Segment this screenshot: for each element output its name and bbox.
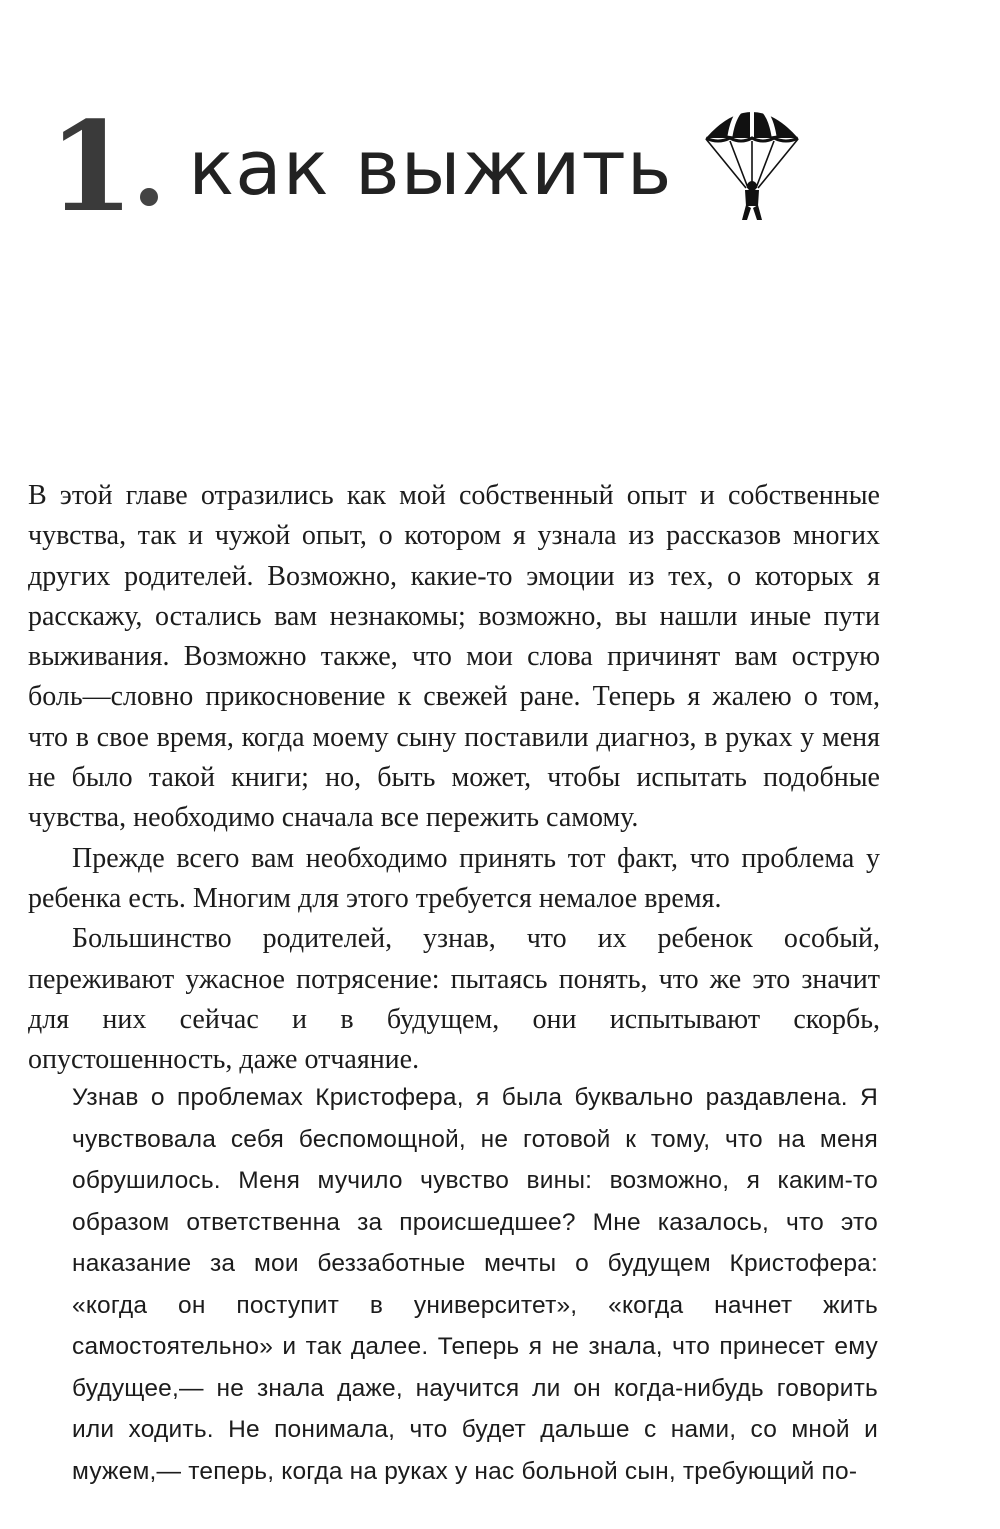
body-paragraph: В этой главе отразились как мой собственный опыт и собственные чувства, так и чужой опыт, о котором я узнала из рассказов многих других родителей. Возможно, какие-то эмоции из тех, о которых я расскажу, остались вам незнакомы; возможно, вы нашли иные пути выживания. Возможно также, что мои слова причинят вам острую боль—словно прикосновение к свежей ране. Теперь я жалею о том, что в свое время, когда моему сыну поставили диагноз, в руках у меня не было такой книги; но, быть может, чтобы испытать подобные чувства, необходимо сначала все пережить самому. (28, 480, 880, 834)
parachute-icon (700, 104, 804, 224)
body-paragraph: Большинство родителей, узнав, что их ребенок особый, переживают ужасное потрясение: пытаясь понять, что же это значит для них сейчас и в будущем, они испытывают скорбь, опустошенность, даже отчаяние. (28, 923, 880, 1076)
chapter-body-text (28, 476, 880, 1080)
chapter-number: 1 (48, 95, 131, 240)
chapter-number-dot (140, 188, 158, 206)
chapter-heading (48, 95, 673, 240)
quote-paragraph: Узнав о проблемах Кристофера, я была буквально раздавлена. Я чувствовала себя беспомощной, не готовой к тому, что на меня обрушилось. Меня мучило чувство вины: возможно, я каким-то образом ответственна за происшедшее? Мне казалось, что это наказание за мои беззаботные мечты о будущем Кристофера: «когда он поступит в университет», «когда начнет жить самостоятельно» и так далее. Теперь я не знала, что принесет ему будущее,— не знала даже, научится ли он когда-нибудь говорить или ходить. Не понимала, что будет дальше с нами, со мной и мужем,— теперь, когда на руках у нас больной сын, требующий по- (72, 1084, 878, 1485)
chapter-title: как выжить (188, 123, 673, 212)
parent-quote (72, 1077, 878, 1492)
body-paragraph: Прежде всего вам необходимо принять тот факт, что проблема у ребенка есть. Многим для этого требуется немалое время. (28, 842, 880, 914)
